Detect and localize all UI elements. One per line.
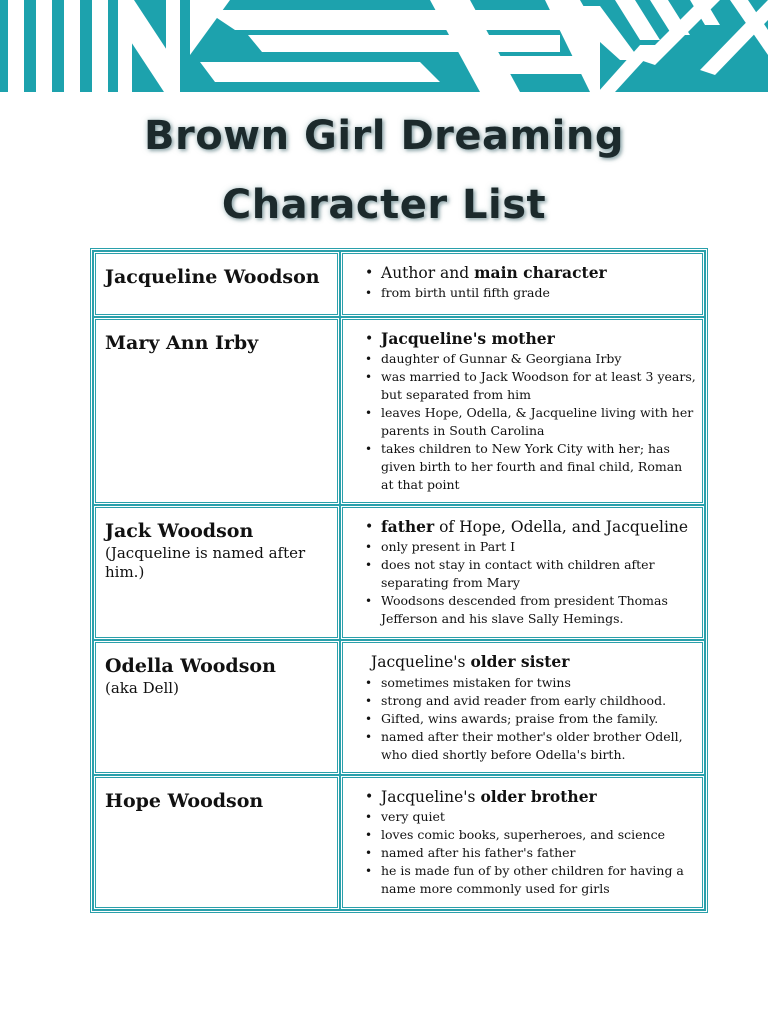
bullet-item: • named after their mother's older brother Odell, who died shortly before Odella's birth. xyxy=(365,728,696,764)
character-name: Hope Woodson xyxy=(105,790,264,812)
lead-bullet: • Jacqueline's older brother xyxy=(365,786,696,808)
lead-bullet: • father of Hope, Odella, and Jacqueline xyxy=(365,516,696,538)
lead-text: Jacqueline's older sister xyxy=(371,652,570,671)
bullet-item: • Woodsons descended from president Thomas Jefferson and his slave Sally Hemings. xyxy=(365,592,696,628)
character-row xyxy=(93,505,705,640)
bullet-item: • very quiet xyxy=(365,808,696,826)
bullet-item: • he is made fun of by other children for having a name more commonly used for girls xyxy=(365,862,696,898)
bullet-item: • from birth until fifth grade xyxy=(365,284,696,302)
bullet-item: • daughter of Gunnar & Georgiana Irby xyxy=(365,350,696,368)
bullet-item: • named after his father's father xyxy=(365,844,696,862)
header-banner xyxy=(0,0,768,92)
bullet-item: • only present in Part I xyxy=(365,538,696,556)
bullet-item: • leaves Hope, Odella, & Jacqueline living with her parents in South Carolina xyxy=(365,404,696,440)
character-description xyxy=(340,775,705,910)
bullet-item: • takes children to New York City with her; has given birth to her fourth and final child, Roman at that point xyxy=(365,440,696,494)
character-description xyxy=(340,640,705,775)
document-title-line2: Character List xyxy=(221,182,547,228)
bullet-item: • loves comic books, superheroes, and science xyxy=(365,826,696,844)
bullet-item: • sometimes mistaken for twins xyxy=(365,674,696,692)
character-row xyxy=(93,775,705,910)
character-note: (Jacqueline is named after him.) xyxy=(105,544,306,581)
bullet-item: • was married to Jack Woodson for at least 3 years, but separated from him xyxy=(365,368,696,404)
character-name: Odella Woodson xyxy=(105,655,276,677)
stripe-pattern xyxy=(0,0,768,92)
character-description xyxy=(340,505,705,640)
character-description xyxy=(340,317,705,505)
character-table xyxy=(90,248,708,913)
character-description xyxy=(340,251,705,317)
bullet-item: • Gifted, wins awards; praise from the family. xyxy=(365,710,696,728)
character-name: Jack Woodson xyxy=(105,520,254,542)
bullet-item: • strong and avid reader from early childhood. xyxy=(365,692,696,710)
character-row xyxy=(93,317,705,505)
document-title-line1: Brown Girl Dreaming xyxy=(143,113,624,159)
character-row xyxy=(93,251,705,317)
character-row xyxy=(93,640,705,775)
character-note: (aka Dell) xyxy=(105,679,179,697)
bullet-item: • does not stay in contact with children after separating from Mary xyxy=(365,556,696,592)
lead-bullet: • Jacqueline's mother xyxy=(365,328,696,350)
lead-bullet: • Author and main character xyxy=(365,262,696,284)
character-name: Mary Ann Irby xyxy=(105,332,259,354)
character-name: Jacqueline Woodson xyxy=(105,266,320,288)
